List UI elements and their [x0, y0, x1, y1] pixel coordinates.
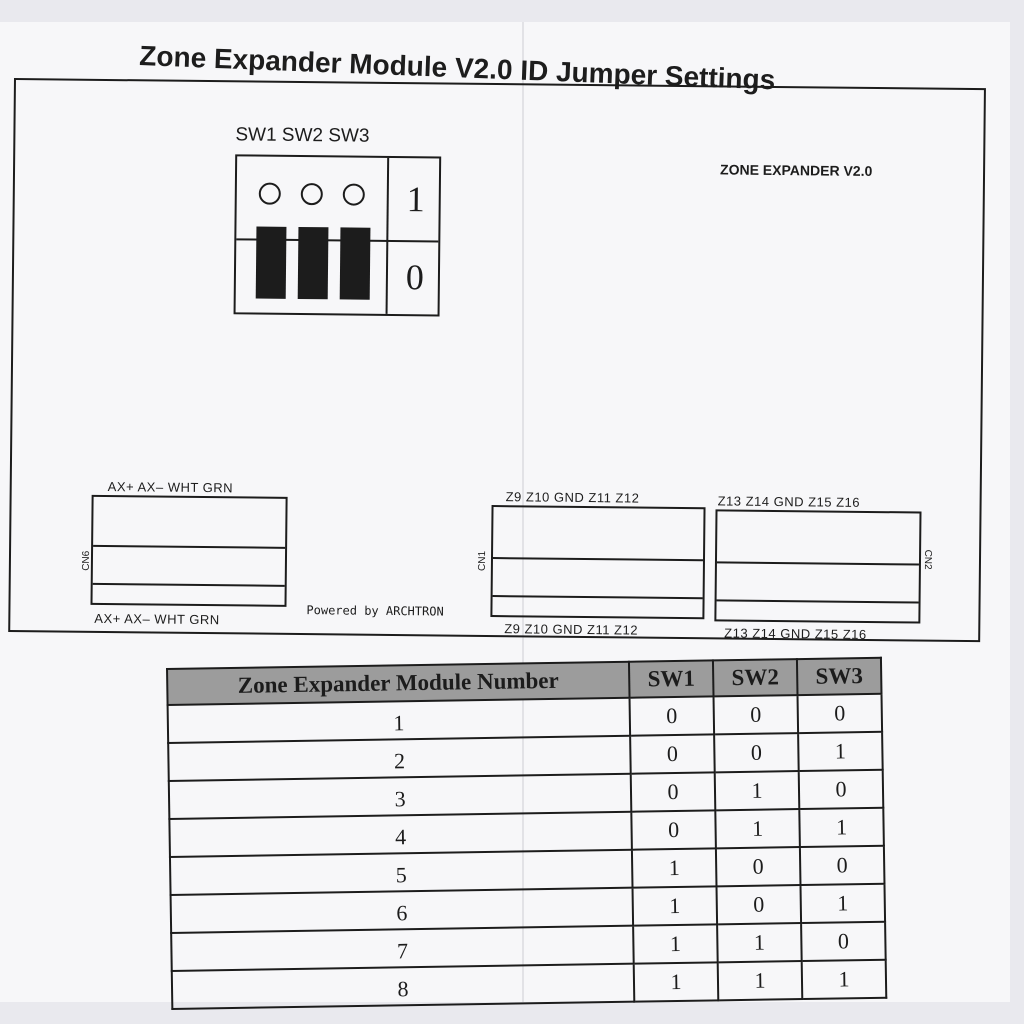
switch-value-cell: 1: [799, 808, 884, 847]
cn2-connector: [714, 509, 921, 623]
switch-value-cell: 1: [798, 732, 883, 771]
module-number-cell: 8: [172, 964, 635, 1009]
module-number-cell: 7: [171, 926, 634, 971]
switch-value-cell: 0: [800, 846, 885, 885]
cn6-connector: [90, 495, 287, 607]
cn2-top-labels: Z13 Z14 GND Z15 Z16: [717, 493, 861, 510]
switch-value-cell: 1: [632, 848, 717, 887]
jumper-pin-3-icon: [343, 183, 365, 205]
switch-value-cell: 0: [801, 922, 886, 961]
switch-value-cell: 1: [633, 886, 718, 925]
cn6-bottom-labels: AX+ AX– WHT GRN: [94, 610, 220, 628]
switch-value-cell: 1: [718, 961, 803, 1000]
switch-value-cell: 1: [715, 771, 800, 810]
switch-value-cell: 0: [630, 696, 715, 735]
powered-by: Powered by ARCHTRON: [306, 603, 444, 619]
switch-value-cell: 0: [631, 772, 716, 811]
jumper-block: [234, 154, 442, 316]
switch-value-cell: 1: [717, 923, 802, 962]
cn1-top-labels: Z9 Z10 GND Z11 Z12: [505, 489, 640, 506]
cn6-top-labels: AX+ AX– WHT GRN: [107, 479, 234, 496]
cn2-label: CN2: [921, 549, 934, 570]
switch-value-cell: 1: [634, 962, 719, 1001]
column-header: SW1: [629, 660, 714, 697]
switch-value-cell: 1: [800, 884, 885, 923]
switch-value-cell: 0: [716, 847, 801, 886]
switch-value-cell: 0: [799, 770, 884, 809]
jumper-settings-table: [166, 657, 887, 1010]
jumper-value-low: 0: [405, 257, 425, 298]
switch-value-cell: 0: [714, 733, 799, 772]
module-number-cell: 2: [168, 736, 631, 781]
switch-value-cell: 0: [716, 885, 801, 924]
cn1-bottom-labels: Z9 Z10 GND Z11 Z12: [504, 621, 639, 638]
jumper-pin-1-icon: [259, 183, 281, 205]
column-header: Zone Expander Module Number: [167, 662, 630, 705]
cn1-connector: [490, 505, 705, 619]
jumper-cap-2: [298, 227, 329, 299]
module-number-cell: 1: [168, 698, 631, 743]
jumper-value-high: 1: [406, 179, 425, 220]
switch-value-cell: 0: [631, 810, 716, 849]
module-number-cell: 5: [170, 850, 633, 895]
switch-value-cell: 0: [798, 694, 883, 733]
jumper-cap-1: [256, 227, 287, 299]
switch-value-cell: 0: [630, 734, 715, 773]
switch-value-cell: 1: [715, 809, 800, 848]
switch-value-cell: 0: [714, 695, 799, 734]
module-number-cell: 6: [171, 888, 634, 933]
switch-value-cell: 1: [802, 960, 887, 999]
module-number-cell: 3: [169, 774, 632, 819]
jumper-pin-2-icon: [301, 183, 323, 205]
switch-value-cell: 1: [633, 924, 718, 963]
cn2-bottom-labels: Z13 Z14 GND Z15 Z16: [724, 625, 867, 642]
column-header: SW3: [797, 658, 882, 695]
switch-labels: SW1 SW2 SW3: [235, 124, 370, 147]
board-label: ZONE EXPANDER V2.0: [719, 161, 873, 179]
column-header: SW2: [713, 659, 798, 696]
cn1-label: CN1: [476, 550, 489, 571]
cn6-label: CN6: [80, 550, 93, 571]
jumper-cap-3: [340, 227, 371, 299]
module-number-cell: 4: [169, 812, 632, 857]
board-diagram: [8, 78, 986, 642]
page-title: Zone Expander Module V2.0 ID Jumper Settings: [138, 40, 776, 96]
